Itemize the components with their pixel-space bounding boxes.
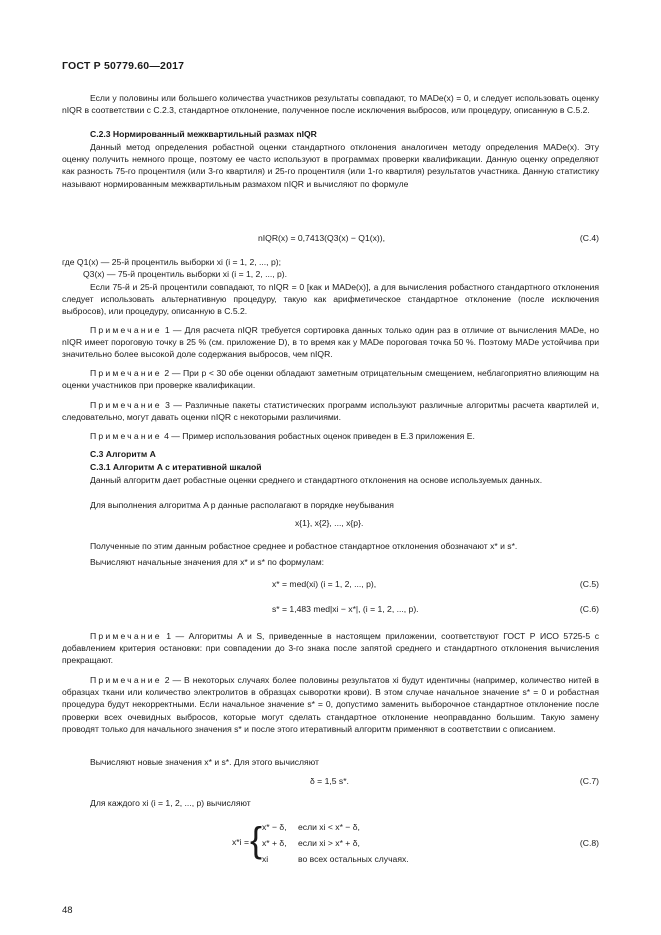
document-header: ГОСТ Р 50779.60—2017 — [62, 60, 185, 72]
equation-case: x* + δ, — [262, 838, 287, 848]
paragraph: Вычисляют начальные значения для x* и s* по формулам: — [90, 557, 324, 567]
note — [62, 430, 599, 442]
equation: nIQR(x) = 0,7413(Q3(x) − Q1(x)), — [258, 233, 386, 243]
paragraph: Если у половины или большего количества участников результаты совпадают, то MADe(x) = 0, и следует использовать оценку nIQR в соответствии с С.2.3, стандартное отклонение, полученное после исключения выбросов, или процедуру, описанную в С.5.2. — [62, 93, 599, 116]
note-label: Примечание — [90, 400, 162, 410]
equation-lhs: x*i = — [232, 837, 249, 847]
equation: x{1}, x{2}, ..., x{p}. — [295, 518, 364, 528]
note-label: Примечание — [90, 675, 162, 685]
note-text: 1 — Алгоритмы A и S, приведенные в настоящем приложении, соответствуют ГОСТ Р ИСО 5725-5 с добавлением критерия остановки: при совпадении до 3-го знака после запятой среднего и стандартного отклонения вычисления прекращают. — [62, 631, 599, 666]
equation-case: xi — [262, 854, 269, 864]
note-text: 2 — В некоторых случаях более половины результатов xi будут идентичны (например, количество нитей в образцах ткани или количество электролитов в образцах сыворотки крови). В этом случае начальное значение s* = 0 и робастная процедура будут некорректными. Если начальное значение s* = 0, допустимо заменить выборочное стандартное отклонение после проверки всех очевидных выбросов, которые могут сделать стандартное отклонение неоправданно большим. Такую замену проводят только для начального значения s* и после этого итеративный алгоритм применяют в соответствии с описанием. — [62, 675, 599, 734]
definition-line: где Q1(x) — 25-й процентиль выборки xi (i = 1, 2, ..., p); — [62, 257, 281, 267]
section-heading: С.2.3 Нормированный межквартильный размах nIQR — [90, 129, 317, 139]
paragraph: Если 75-й и 25-й процентили совпадают, то nIQR = 0 [как и MADe(x)], а для вычисления робастного стандартного отклонения следует использовать альтернативную процедуру, такую как арифметическое стандартное отклонение (после исключения выбросов), или процедуру, описанную в С.5.2. — [62, 282, 599, 317]
note-label: Примечание — [90, 631, 162, 641]
definition-line: Q3(x) — 75-й процентиль выборки xi (i = 1, 2, ..., p). — [83, 269, 288, 279]
equation-condition: если xi > x* + δ, — [298, 838, 360, 848]
equation-number: (С.4) — [579, 233, 599, 243]
note-label: Примечание — [90, 431, 162, 441]
equation-condition: во всех остальных случаях. — [298, 854, 409, 864]
equation: s* = 1,483 med|xi − x*|, (i = 1, 2, ..., p). — [272, 604, 419, 614]
equation-case: x* − δ, — [262, 822, 287, 832]
note — [62, 324, 599, 361]
note — [62, 674, 599, 735]
note-label: Примечание — [90, 325, 162, 335]
note — [62, 399, 599, 423]
paragraph: Данный метод определения робастной оценки стандартного отклонения аналогичен методу определения MADe(x). Эту оценку получить немного проще, поэтому ее часто используют в программах проверки квалификации. Данную оценку определяют как разность 75-го процентиля (или 3-го квартиля) и 25-го процентиля (или 1-го квартиля) результатов участника. Данную статистику называют нормированным межквартильным размахом nIQR и вычисляют по формуле — [62, 142, 599, 189]
paragraph: Вычисляют новые значения x* и s*. Для этого вычисляют — [90, 757, 319, 767]
note-label: Примечание — [90, 368, 162, 378]
note — [62, 367, 599, 391]
note-text: 1 — Для расчета nIQR требуется сортировка данных только один раз в отличие от вычисления MADe, но nIQR имеет пороговую точку в 25 % (см. приложение D), в то время как у MADe пороговая точка 50 %. Поэтому MADe устойчива при значительно более высокой доле содержания выбросов, чем nIQR. — [62, 325, 599, 360]
equation: x* = med(xi) (i = 1, 2, ..., p), — [272, 579, 377, 589]
section-heading: С.3.1 Алгоритм A с итеративной шкалой — [90, 462, 262, 472]
paragraph: Данный алгоритм дает робастные оценки среднего и стандартного отклонения на основе используемых данных. — [90, 475, 543, 485]
note — [62, 630, 599, 667]
paragraph: Для выполнения алгоритма A p данные располагают в порядке неубывания — [90, 500, 394, 510]
paragraph: Для каждого xi (i = 1, 2, ..., p) вычисляют — [90, 798, 251, 808]
note-text: 3 — Различные пакеты статистических программ используют различные алгоритмы расчета квартилей и, следовательно, могут давать оценки nIQR с некоторыми различиями. — [62, 400, 599, 423]
page-number: 48 — [62, 905, 73, 916]
equation-number: (С.8) — [579, 838, 599, 848]
equation-condition: если xi < x* − δ, — [298, 822, 360, 832]
note-text: 2 — При p < 30 обе оценки обладают заметным отрицательным смещением, неблагоприятно влияющим на оценки участников при проверке квалификации. — [62, 368, 599, 391]
equation-number: (С.6) — [579, 604, 599, 614]
equation-number: (С.5) — [579, 579, 599, 589]
note-text: 4 — Пример использования робастных оценок приведен в Е.3 приложения Е. — [161, 431, 475, 441]
brace-symbol: { — [250, 819, 263, 860]
equation-number: (С.7) — [579, 776, 599, 786]
equation: δ = 1,5 s*. — [310, 776, 349, 786]
section-heading: С.3 Алгоритм A — [90, 449, 156, 459]
paragraph: Полученные по этим данным робастное среднее и робастное стандартное отклонения обозначают x* и s*. — [90, 541, 518, 551]
